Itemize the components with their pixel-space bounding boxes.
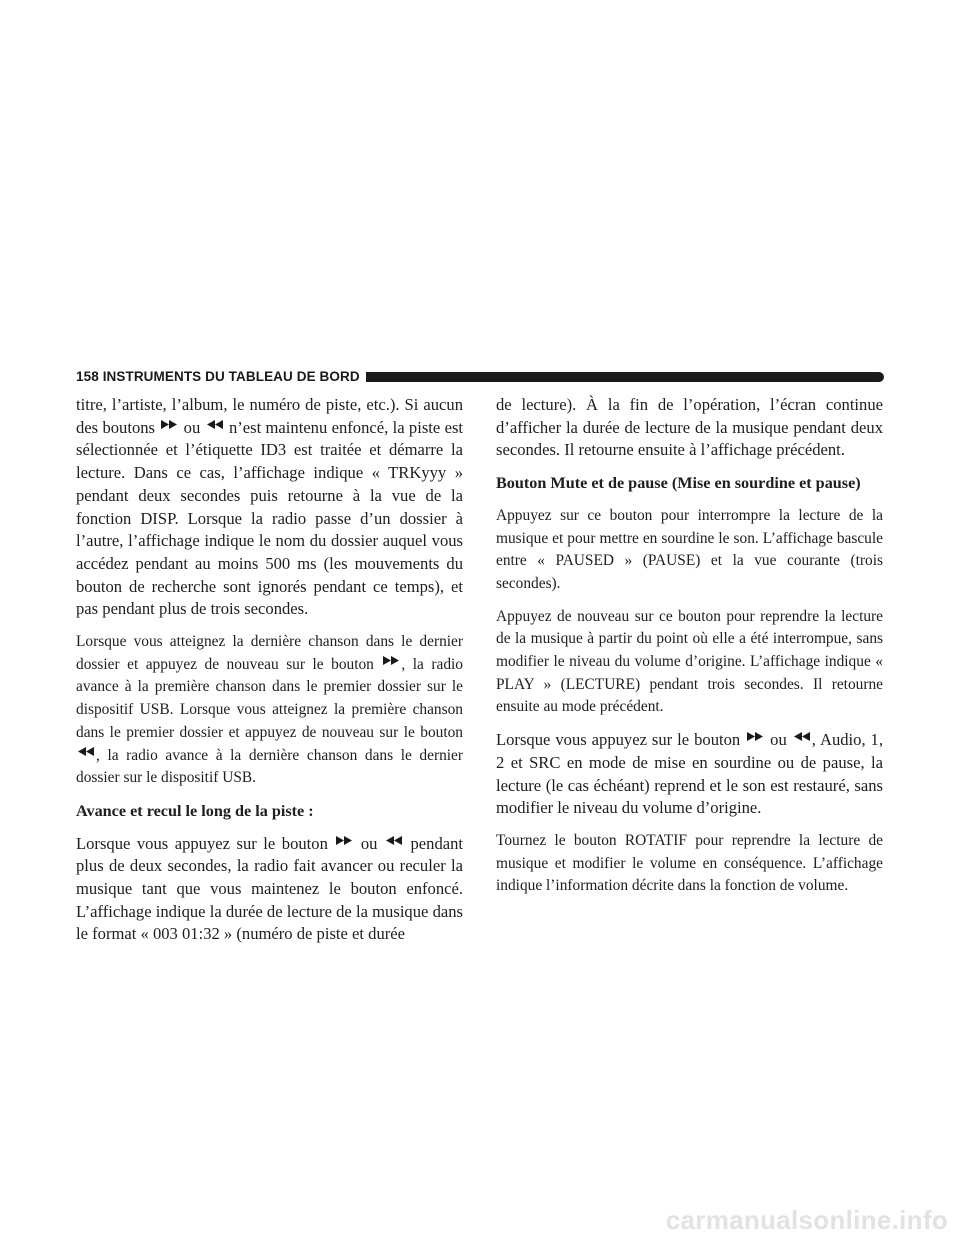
right-paragraph-3: Appuyez de nouveau sur ce bouton pour reprendre la lecture de la musique à partir du point où elle a été interrompue, sans modifier le niveau du volume d’origine. L’affichage indique « PLAY » (LECTURE) pendant trois secondes. Il retourne ensuite au mode précédent. bbox=[496, 607, 883, 716]
text-run: titre, l’artiste, l’album, le numéro de piste, etc.). Si aucun des boutons bbox=[76, 395, 463, 437]
left-paragraph-1 bbox=[76, 394, 463, 621]
seek-forward-icon bbox=[336, 836, 352, 845]
section-heading-mute-pause: Bouton Mute et de pause (Mise en sourdine et pause) bbox=[496, 474, 861, 493]
right-paragraph-4 bbox=[496, 729, 883, 820]
right-column bbox=[496, 394, 883, 908]
seek-forward-icon bbox=[747, 732, 763, 741]
text-run: Lorsque vous appuyez sur le bouton bbox=[76, 833, 335, 853]
left-paragraph-3 bbox=[76, 833, 463, 947]
text-run: n’est maintenu enfoncé, la piste est sélectionnée et l’étiquette ID3 est traitée et démarre la lecture. Dans ce cas, l’affichage indique « TRKyyy » pendant deux secondes puis retourne à la vue de la fonction DISP. Lorsque la radio passe d’un dossier à l’autre, l’affichage indique le nom du dossier auquel vous accédez pendant au moins 500 ms (les mouvements du bouton de recherche sont ignorés pendant ce temps), et pas pendant plus de trois secondes. bbox=[76, 417, 464, 619]
section-title: INSTRUMENTS DU TABLEAU DE BORD bbox=[102, 369, 360, 384]
text-run: Lorsque vous appuyez sur le bouton bbox=[496, 730, 746, 750]
page-header-label bbox=[76, 370, 366, 384]
text-run: ou bbox=[354, 833, 384, 853]
page-number: 158 bbox=[76, 369, 99, 384]
right-paragraph-2: Appuyez sur ce bouton pour interrompre la lecture de la musique et pour mettre en sourdine le son. L’affichage bascule entre « PAUSED » (PAUSE) et la vue courante (trois secondes). bbox=[496, 506, 883, 592]
right-paragraph-5: Tournez le bouton ROTATIF pour reprendre la lecture de musique et modifier le volume en conséquence. L’affichage indique l’information décrite dans la fonction de volume. bbox=[496, 831, 883, 895]
seek-forward-icon bbox=[161, 420, 177, 429]
text-run: Lorsque vous atteignez la dernière chanson dans le dernier dossier et appuyez de nouveau sur le bouton bbox=[76, 633, 463, 673]
page-header bbox=[76, 370, 884, 384]
left-column bbox=[76, 394, 463, 956]
seek-forward-icon bbox=[383, 656, 399, 665]
right-paragraph-1: de lecture). À la fin de l’opération, l’écran continue d’afficher la durée de lecture de la musique pendant deux secondes. Il retourne ensuite à l’affichage précédent. bbox=[496, 395, 883, 460]
watermark: carmanualsonline.info bbox=[665, 1205, 948, 1235]
left-paragraph-2 bbox=[76, 631, 463, 790]
text-run: ou bbox=[179, 417, 205, 437]
seek-back-icon bbox=[794, 732, 810, 741]
section-heading-track-seek: Avance et recul le long de la piste : bbox=[76, 801, 314, 820]
text-run: , la radio avance à la dernière chanson dans le dernier dossier sur le dispositif USB. bbox=[76, 746, 463, 787]
seek-back-icon bbox=[207, 420, 223, 429]
seek-back-icon bbox=[386, 836, 402, 845]
header-rule bbox=[346, 372, 884, 382]
text-run: , Audio, 1, 2 et SRC en mode de mise en sourdine ou de pause, la lecture (le cas échéant) reprend et le son est restauré, sans modifier le niveau du volume d’origine. bbox=[496, 730, 884, 818]
text-run: ou bbox=[765, 730, 792, 750]
text-run: , la radio avance à la première chanson dans le premier dossier sur le dispositif USB. Lorsque vous atteignez la première chanson dans le premier dossier et appuyez de nouveau sur le bouton bbox=[76, 655, 463, 741]
seek-back-icon bbox=[78, 747, 94, 756]
text-run: pendant plus de deux secondes, la radio fait avancer ou reculer la musique tant que vous maintenez le bouton enfoncé. L’affichage indique la durée de lecture de la musique dans le format « 003 01:32 » (numéro de piste et durée bbox=[76, 833, 464, 944]
